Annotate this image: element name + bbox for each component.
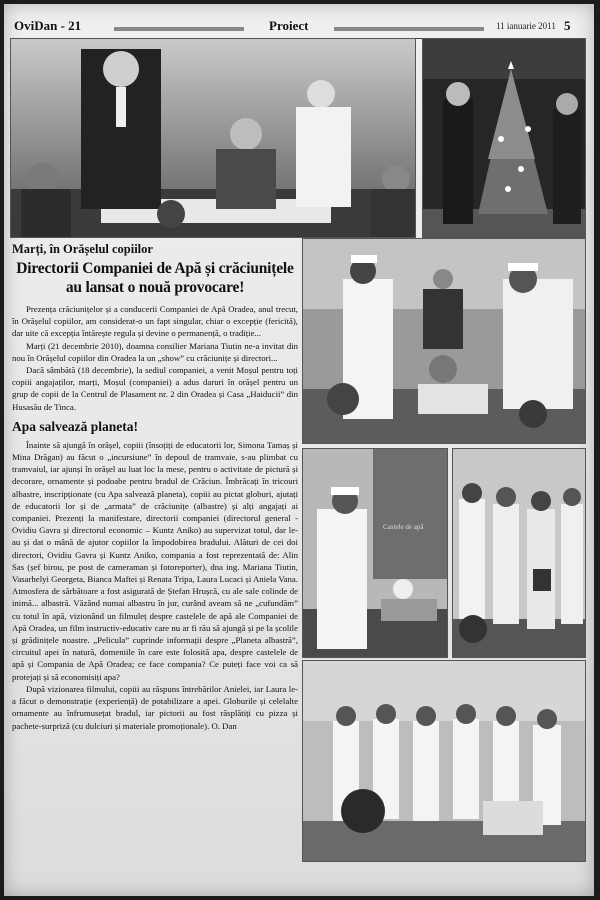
article-paragraph: Prezența crăciunițelor și a conducerii Companiei de Apă Oradea, anul trecut, în Orășelul copiilor, am considerat-o un fapt singular, chiar o excepție (fericită), dar uite că excepția întărește regula și devine o permanență, o tradiție... <box>12 304 298 339</box>
photo-water-demonstration-image <box>303 449 447 657</box>
poster-text: Castele de apă <box>383 523 424 531</box>
publication-name: OviDan - 21 <box>14 18 82 33</box>
photo-christmas-tree <box>422 38 586 238</box>
page-number: 5 <box>564 18 571 33</box>
article-column <box>12 242 298 732</box>
article-subheading: Apa salvează planeta! <box>12 418 138 434</box>
newspaper-page <box>4 4 594 896</box>
photo-children-table <box>10 38 416 238</box>
article-paragraph: După vizionarea filmului, copiii au răspuns întrebărilor Anielei, iar Laura le-a făcut o demonstrație (experiență) de potabilizare a apei. Globurile și celelalte ornamente au înfrumusețat bradul, iar pictorii au fost răsplătiți cu pizza și pachete-surpriză (cu dulciuri și materiale promoționale). O. Dan <box>12 683 298 731</box>
article-paragraph: Dacă sâmbătă (18 decembrie), la sediul companiei, a venit Moșul pentru toți copiii angajaților, marți, Moșul (companiei) a adus daruri în orășel pentru un grup de copii de la Centrul de Plasament nr. 2 din Oradea și Casa „Haiducii” din Husasău de Tinca. <box>12 365 298 412</box>
photo-water-demonstration <box>302 448 448 658</box>
article-paragraph: Marți (21 decembrie 2010), doamna consilier Mariana Tiutin ne-a invitat din nou în Orășelul copiilor din Oradea la un „show” cu crăciunițe și directori... <box>12 340 298 363</box>
photo-group-gifts-image <box>453 449 585 657</box>
article-kicker: Marți, în Orășelul copiilor <box>12 242 153 256</box>
header-rule-right <box>334 27 484 31</box>
page-header <box>4 18 594 40</box>
photo-carolers-image <box>303 661 585 861</box>
photo-carolers <box>302 660 586 862</box>
photo-group-gifts <box>452 448 586 658</box>
header-rule-left <box>114 27 244 31</box>
photo-santa-helpers-image <box>303 239 585 443</box>
article-headline: Directorii Companiei de Apă și crăciunițele au lansat o nouă provocare! <box>16 260 294 296</box>
section-title: Proiect <box>269 18 309 33</box>
photo-christmas-tree-image <box>423 39 585 237</box>
article-paragraph: Înainte să ajungă în orășel, copiii (însoțiți de educatorii lor, Simona Tamaș și Mina Drăgan) au făcut o „incursiune” în depoul de tramvaie, s-au plimbat cu tramvaiul, iar ajunși în orășel au luat loc la mese, pentru o activitate de pictură și decorare, ornamente și podoabe pentru bradul de Crăciun. Îmbrăcați în tricouri albastre, inscripționate (cu Apa salvează planeta), copiii au pictat globuri, ajutați de educatorii lor și de „armata” de crăciunițe (albastre) și alți angajați ai companiei. Prezenți la manifestare, directorii companiei (directorul general - Ovidiu Gavra și directorul economic – Kuntz Aniko) au supervizat totul, dar le-au și dat o mână de ajutor copiilor la împodobirea bradului. Alături de cei doi directori, Ovidiu Gavra și Kuntz Aniko, compania a fost reprezentată de: Alin Sas (șef birou, pe post de cameraman și fotoreporter), dna ing. Mariana Tiutin, Vasarhelyi Georgeta, Bianca Maftei și Renata Tripa, Laura Lucaci și Aniela Vana. Atmosfera de sărbătoare a fost asigurată de Ștefan Hrușcă, cu ale sale colinde de inimă... albastră. Văzând numai albastru în jur, curând aveam să ne „cufundăm” cu totul în apă, vizionând un filmuleț despre castelele de apă ale Companiei de Apă Oradea, un film instructiv-educativ care nu ar fi rău să ajungă și pe la școlile și grădinițele noastre. „Pelicula” cuprinde informații despre „Planeta albastră”, circuitul apei în natură, domeniile în care este folosită apa, despre castelele de apă și Compania de Apă Oradea; ce face compania? Ce puteți face voi ca să protejați și să economisiți apa? <box>12 439 298 682</box>
issue-date: 11 ianuarie 2011 <box>496 21 556 31</box>
photo-children-table-image <box>11 39 415 237</box>
photo-santa-helpers <box>302 238 586 444</box>
